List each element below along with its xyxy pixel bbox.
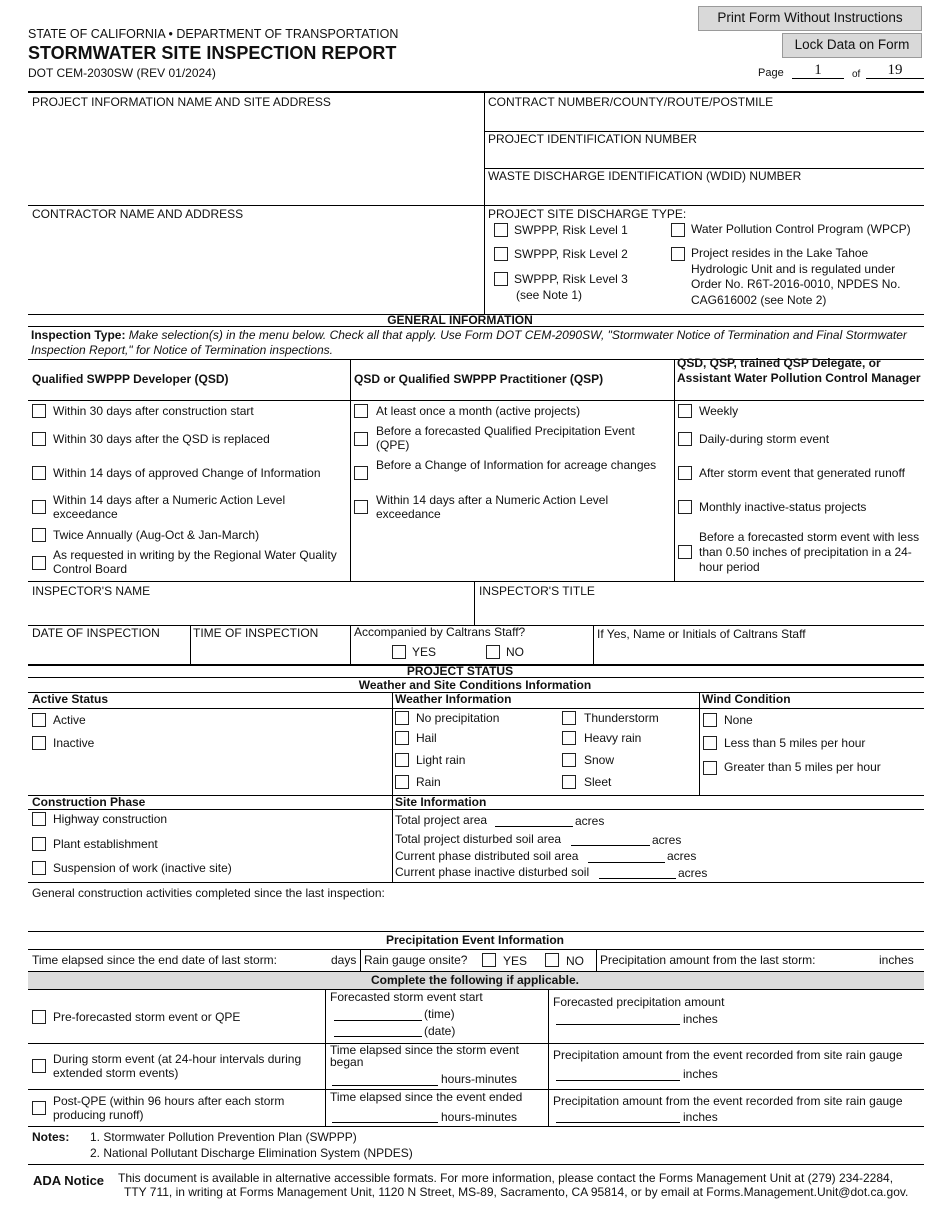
construction-phase-checkbox[interactable] (32, 837, 46, 851)
ada-notice-label: ADA Notice (33, 1173, 105, 1188)
form-id: DOT CEM-2030SW (REV 01/2024) (28, 66, 216, 80)
weather-option-label: No precipitation (416, 711, 500, 725)
weather-option-label: Sleet (584, 775, 612, 789)
general-activities-label: General construction activities completed since the last inspection: (32, 886, 385, 900)
delegate-option-checkbox[interactable] (678, 466, 692, 480)
delegate-option-checkbox[interactable] (678, 545, 692, 559)
page-number-field[interactable]: 1 (814, 62, 822, 78)
delegate-option-checkbox[interactable] (678, 404, 692, 418)
qsp-option-label: Before a forecasted Qualified Precipitation Event (QPE) (376, 424, 635, 452)
qsd-option-label: As requested in writing by the Regional Water Quality Control Board (53, 548, 337, 576)
active-checkbox[interactable] (32, 713, 46, 727)
active-label: Active (53, 713, 86, 727)
disturbed-soil-area-label: Total project disturbed soil area (395, 832, 562, 846)
general-info-heading: GENERAL INFORMATION (387, 313, 533, 327)
post-qpe-checkbox[interactable] (32, 1101, 46, 1115)
during-storm-checkbox[interactable] (32, 1059, 46, 1073)
col-qsp-header: QSD or Qualified SWPPP Practitioner (QSP) (354, 372, 604, 386)
risk-level-1-label: SWPPP, Risk Level 1 (514, 223, 628, 237)
ada-notice-line-2: TTY 711, in writing at Forms Management Unit, 1120 N Street, MS-89, Sacramento, CA 95814, or by email at Forms.Management.Unit@dot.ca.gov. (124, 1185, 909, 1199)
wind-checkbox[interactable] (703, 736, 717, 750)
rain-gauge-yes-label: YES (503, 954, 528, 968)
qsd-option-label: Within 14 days after a Numeric Action Level exceedance (53, 493, 286, 521)
qsd-option-checkbox[interactable] (32, 432, 46, 446)
days-unit: days (331, 953, 357, 967)
form-title: STORMWATER SITE INSPECTION REPORT (28, 43, 397, 63)
gauge-amount-field[interactable] (556, 1080, 680, 1081)
contractor-field[interactable] (30, 223, 482, 313)
wind-checkbox[interactable] (703, 713, 717, 727)
pre-forecast-checkbox[interactable] (32, 1010, 46, 1024)
precip-amount-last-storm-label: Precipitation amount from the last storm: (600, 953, 816, 967)
lake-tahoe-checkbox[interactable] (671, 247, 685, 261)
risk-level-3-label: SWPPP, Risk Level 3 (514, 272, 628, 286)
phase-inactive-soil-field[interactable] (599, 878, 676, 879)
construction-phase-label: Plant establishment (53, 837, 158, 851)
risk-level-3-note: (see Note 1) (516, 288, 583, 302)
rain-gauge-no-checkbox[interactable] (545, 953, 559, 967)
event-ended-label: Time elapsed since the event ended (330, 1090, 523, 1104)
of-label: of (852, 69, 861, 80)
event-ended-field[interactable] (332, 1122, 438, 1123)
forecast-start-label: Forecasted storm event start (330, 990, 483, 1004)
forecast-amount-field[interactable] (556, 1024, 680, 1025)
qsd-option-checkbox[interactable] (32, 528, 46, 542)
complete-following-heading: Complete the following if applicable. (370, 973, 579, 987)
inches-unit: inches (879, 953, 914, 967)
acres-unit: acres (667, 849, 697, 863)
accompanied-yes-label: YES (412, 645, 437, 659)
pre-forecast-label: Pre-forecasted storm event or QPE (53, 1010, 241, 1024)
wind-option-label: Less than 5 miles per hour (724, 736, 866, 750)
weather-checkbox[interactable] (395, 711, 409, 725)
wind-option-label: None (724, 713, 753, 727)
rain-gauge-label: Rain gauge onsite? (364, 953, 468, 967)
delegate-option-checkbox[interactable] (678, 500, 692, 514)
weather-checkbox[interactable] (395, 775, 409, 789)
caltrans-staff-name-label: If Yes, Name or Initials of Caltrans Staff (597, 627, 806, 641)
site-info-label: Site Information (395, 795, 487, 809)
qsd-option-label: Within 30 days after the QSD is replaced (53, 432, 270, 446)
inspector-name-label: INSPECTOR'S NAME (32, 584, 151, 598)
construction-phase-checkbox[interactable] (32, 812, 46, 826)
qsd-option-label: Within 14 days of approved Change of Information (53, 466, 321, 480)
construction-phase-label: Highway construction (53, 812, 168, 826)
total-project-area-label: Total project area (395, 813, 488, 827)
col-delegate-header: QSD, QSP, trained QSP Delegate, or Assistant Water Pollution Control Manager (677, 356, 921, 385)
acres-unit: acres (652, 833, 682, 847)
weather-checkbox[interactable] (562, 711, 576, 725)
page-total-field[interactable]: 19 (887, 62, 903, 78)
qsp-option-label: At least once a month (active projects) (376, 404, 581, 418)
qsd-option-checkbox[interactable] (32, 404, 46, 418)
wind-option-label: Greater than 5 miles per hour (724, 760, 881, 774)
inches-unit: inches (683, 1012, 718, 1026)
inspection-date-label: DATE OF INSPECTION (32, 626, 160, 640)
print-without-instructions-button[interactable]: Print Form Without Instructions (698, 6, 922, 31)
delegate-option-checkbox[interactable] (678, 432, 692, 446)
contractor-label: CONTRACTOR NAME AND ADDRESS (32, 207, 244, 221)
inches-unit: inches (683, 1067, 718, 1081)
time-suffix: (time) (424, 1007, 455, 1021)
gauge-amount-label: Precipitation amount from the event recorded from site rain gauge (553, 1048, 903, 1062)
total-project-area-field[interactable] (495, 826, 573, 827)
qsp-option-checkbox[interactable] (354, 466, 368, 480)
risk-level-1-checkbox[interactable] (494, 223, 508, 237)
qsd-option-label: Within 30 days after construction start (53, 404, 254, 418)
hours-minutes-unit: hours-minutes (441, 1072, 518, 1086)
risk-level-3-checkbox[interactable] (494, 272, 508, 286)
lock-data-button[interactable]: Lock Data on Form (782, 33, 922, 58)
rain-gauge-no-label: NO (566, 954, 584, 968)
note-1: 1. Stormwater Pollution Prevention Plan (SWPPP) (90, 1130, 357, 1144)
weather-option-label: Thunderstorm (584, 711, 659, 725)
wind-condition-label: Wind Condition (702, 692, 791, 706)
forecast-start-date-field[interactable] (334, 1036, 422, 1037)
wind-checkbox[interactable] (703, 761, 717, 775)
project-status-heading: PROJECT STATUS (406, 664, 514, 678)
construction-phase-checkbox[interactable] (32, 861, 46, 875)
discharge-type-label: PROJECT SITE DISCHARGE TYPE: (488, 207, 687, 221)
qsd-option-checkbox[interactable] (32, 500, 46, 514)
inches-unit: inches (683, 1110, 718, 1124)
inspection-type-instructions: Make selection(s) in the menu below. Check all that apply. Use Form DOT CEM-2090SW, "Stormwater Notice of Termination and Final Stormwater Inspection Report," for Notice of Termination inspections. (31, 328, 907, 357)
notes-label: Notes: (32, 1130, 70, 1144)
weather-info-label: Weather Information (395, 692, 512, 706)
general-activities-field[interactable] (30, 902, 922, 930)
accompanied-yes-checkbox[interactable] (392, 645, 406, 659)
ada-notice-line-1: This document is available in alternative accessible formats. For more information, please contact the Forms Management Unit at (279) 234-2284, (118, 1171, 894, 1185)
inspector-title-label: INSPECTOR'S TITLE (479, 584, 595, 598)
storm-began-label: Time elapsed since the storm event began (330, 1043, 519, 1069)
during-storm-label: During storm event (at 24-hour intervals during extended storm events) (53, 1052, 302, 1080)
acres-unit: acres (678, 866, 708, 880)
delegate-option-label: Before a forecasted storm event with less than 0.50 inches of precipitation in a 24-hour period (699, 530, 920, 574)
weather-checkbox[interactable] (395, 731, 409, 745)
active-status-label: Active Status (32, 692, 109, 706)
qsp-option-checkbox[interactable] (354, 404, 368, 418)
inactive-label: Inactive (53, 736, 95, 750)
wpcp-checkbox[interactable] (671, 223, 685, 237)
delegate-option-label: After storm event that generated runoff (699, 466, 905, 480)
wpcp-label: Water Pollution Control Program (WPCP) (691, 222, 911, 236)
lake-tahoe-label: Project resides in the Lake Tahoe Hydrologic Unit and is regulated under Order No. R6T-2016-0010, NPDES No. CAG616002 (see Note 2) (691, 246, 901, 307)
weather-checkbox[interactable] (562, 731, 576, 745)
storm-began-field[interactable] (332, 1085, 438, 1086)
wdid-label: WASTE DISCHARGE IDENTIFICATION (WDID) NUMBER (488, 169, 802, 183)
qsp-option-checkbox[interactable] (354, 500, 368, 514)
project-name-address-field[interactable] (30, 111, 482, 204)
disturbed-soil-area-field[interactable] (571, 845, 650, 846)
phase-distributed-soil-label: Current phase distributed soil area (395, 849, 579, 863)
forecast-start-time-field[interactable] (334, 1020, 422, 1021)
col-qsd-header: Qualified SWPPP Developer (QSD) (32, 372, 229, 386)
weather-checkbox[interactable] (562, 753, 576, 767)
time-elapsed-last-storm-label: Time elapsed since the end date of last storm: (32, 953, 278, 967)
qsp-option-label: Before a Change of Information for acreage changes (376, 458, 657, 472)
project-name-address-label: PROJECT INFORMATION NAME AND SITE ADDRESS (32, 95, 331, 109)
acres-unit: acres (575, 814, 605, 828)
weather-checkbox[interactable] (562, 775, 576, 789)
post-qpe-label: Post-QPE (within 96 hours after each storm producing runoff) (53, 1094, 285, 1122)
weather-option-label: Heavy rain (584, 731, 642, 745)
inactive-checkbox[interactable] (32, 736, 46, 750)
accompanied-label: Accompanied by Caltrans Staff? (354, 625, 526, 639)
post-gauge-amount-label: Precipitation amount from the event recorded from site rain gauge (553, 1094, 903, 1108)
qsd-option-label: Twice Annually (Aug-Oct & Jan-March) (53, 528, 260, 542)
qsd-option-checkbox[interactable] (32, 466, 46, 480)
inspection-type-label: Inspection Type: (31, 328, 126, 342)
phase-distributed-soil-field[interactable] (588, 862, 665, 863)
weather-option-label: Snow (584, 753, 615, 767)
contract-number-label: CONTRACT NUMBER/COUNTY/ROUTE/POSTMILE (488, 95, 774, 109)
accompanied-no-checkbox[interactable] (486, 645, 500, 659)
qsd-option-checkbox[interactable] (32, 556, 46, 570)
precipitation-heading: Precipitation Event Information (385, 933, 565, 947)
qsp-option-label: Within 14 days after a Numeric Action Level exceedance (376, 493, 609, 521)
inspection-time-label: TIME OF INSPECTION (193, 626, 319, 640)
project-id-label: PROJECT IDENTIFICATION NUMBER (488, 132, 697, 146)
weather-option-label: Light rain (416, 753, 466, 767)
rain-gauge-yes-checkbox[interactable] (482, 953, 496, 967)
inspection-type-text (31, 328, 911, 358)
agency-line: STATE OF CALIFORNIA • DEPARTMENT OF TRANSPORTATION (28, 27, 399, 41)
weather-checkbox[interactable] (395, 753, 409, 767)
note-2: 2. National Pollutant Discharge Elimination System (NPDES) (90, 1146, 413, 1160)
weather-option-label: Hail (416, 731, 437, 745)
weather-option-label: Rain (416, 775, 441, 789)
forecast-amount-label: Forecasted precipitation amount (553, 995, 725, 1009)
risk-level-2-label: SWPPP, Risk Level 2 (514, 247, 628, 261)
post-gauge-amount-field[interactable] (556, 1122, 680, 1123)
weather-site-subheading: Weather and Site Conditions Information (358, 678, 592, 692)
delegate-option-label: Weekly (699, 404, 739, 418)
page-label: Page (758, 67, 784, 79)
construction-phase-label: Suspension of work (inactive site) (53, 861, 232, 875)
delegate-option-label: Daily-during storm event (699, 432, 830, 446)
date-suffix: (date) (424, 1024, 456, 1038)
delegate-option-label: Monthly inactive-status projects (699, 500, 867, 514)
accompanied-no-label: NO (506, 645, 524, 659)
risk-level-2-checkbox[interactable] (494, 247, 508, 261)
hours-minutes-unit: hours-minutes (441, 1110, 518, 1124)
qsp-option-checkbox[interactable] (354, 432, 368, 446)
phase-inactive-soil-label: Current phase inactive disturbed soil (395, 865, 590, 879)
construction-phase-label: Construction Phase (32, 795, 146, 809)
